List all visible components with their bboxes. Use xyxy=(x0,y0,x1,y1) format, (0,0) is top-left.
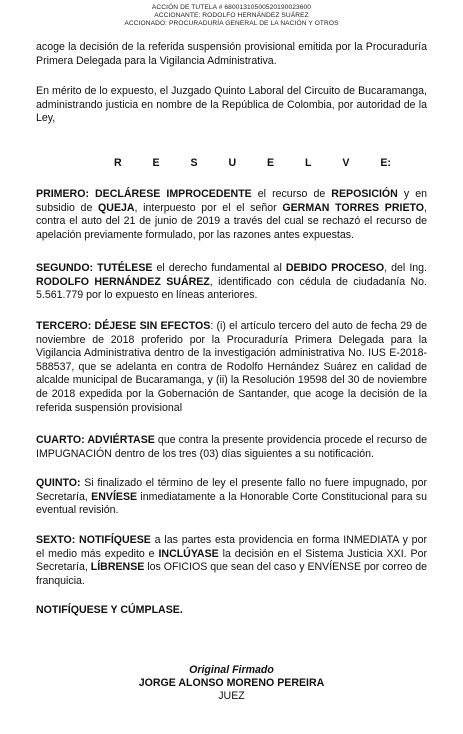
tercero-keyword: TERCERO: DÉJESE SIN EFECTOS xyxy=(36,320,211,332)
tercero-paragraph: TERCERO: DÉJESE SIN EFECTOS: (i) el artículo tercero del auto de fecha 29 de noviembre de 2018 proferido por la Procuraduría Primera Delegada para la Vigilancia Administrativa dentro de la investigación administrativa No. IUS E-2018-588537, que se adelanta en contra de Rodolfo Hernández Suárez en calidad de alcalde municipal de Bucaramanga, y (ii) la Resolución 19598 del 30 de noviembre de 2018 expedida por la Gobernación de Santander, que acoge la decisión de la referida suspensión provisional xyxy=(36,320,427,414)
resuelve-letter: E xyxy=(267,157,275,169)
intro-paragraph-2: En mérito de lo expuesto, el Juzgado Quinto Laboral del Circuito de Bucaramanga, administrando justicia en nombre de la República de Colombia, por autoridad de la Ley, xyxy=(36,85,427,125)
quinto-paragraph: QUINTO: Si finalizado el término de ley el presente fallo no fuere impugnado, por Secretaría, ENVÍESE inmediatamente a la Honorable Corte Constitucional para su eventual revisión. xyxy=(36,477,427,517)
sexto-keyword: SEXTO: NOTIFÍQUESE xyxy=(36,534,151,546)
resuelve-letter: U xyxy=(228,157,237,169)
primero-paragraph: PRIMERO: DECLÁRESE IMPROCEDENTE el recurso de REPOSICIÓN y en subsidio de QUEJA, interpuesto por el el señor GERMAN TORRES PRIETO, contra el auto del 21 de junio de 2019 a través del cual se rechazó el recurso de apelación previamente formulado, por las razones antes expuestas. xyxy=(36,188,427,241)
closing-statement: NOTIFÍQUESE Y CÚMPLASE. xyxy=(36,604,183,616)
defendant: ACCIONADO: PROCURADURÍA GENERAL DE LA NACIÓN Y OTROS xyxy=(124,20,339,28)
cuarto-keyword: CUARTO: ADVIÉRTASE xyxy=(36,434,155,446)
judge-role: JUEZ xyxy=(218,690,245,702)
case-number: ACCIÓN DE TUTELA # 68001310500520190023600 xyxy=(151,4,312,11)
resuelve-letter: L xyxy=(305,157,312,169)
resuelve-letter: R xyxy=(114,157,122,169)
resuelve-heading xyxy=(36,157,427,171)
segundo-keyword: SEGUNDO: TUTÉLESE xyxy=(36,262,153,274)
resuelve-letter: E: xyxy=(380,157,391,169)
resuelve-letter: V xyxy=(342,157,350,169)
resuelve-letter: E xyxy=(152,157,160,169)
signature-original-firmado: Original Firmado xyxy=(189,664,274,676)
plaintiff: ACCIONANTE: RODOLFO HERNÁNDEZ SUÁREZ xyxy=(154,12,309,20)
judge-name: JORGE ALONSO MORENO PEREIRA xyxy=(138,677,325,689)
sexto-paragraph: SEXTO: NOTIFÍQUESE a las partes esta providencia en forma INMEDIATA y por el medio más expedito e INCLÚYASE la decisión en el Sistema Justicia XXI. Por Secretaría, LÍBRENSE los OFICIOS que sean del caso y ENVÍENSE por correo de franquicia. xyxy=(36,534,427,587)
case-header xyxy=(0,4,463,29)
quinto-keyword: QUINTO: xyxy=(36,477,81,489)
segundo-paragraph: SEGUNDO: TUTÉLESE el derecho fundamental al DEBIDO PROCESO, del Ing. RODOLFO HERNÁNDEZ SUÁREZ, identificado con cédula de ciudadanía No. 5.561.779 por lo expuesto en líneas anteriores. xyxy=(36,262,427,302)
primero-keyword: PRIMERO: DECLÁRESE IMPROCEDENTE xyxy=(36,188,252,200)
intro-paragraph-1: acoge la decisión de la referida suspensión provisional emitida por la Procuraduría Primera Delegada para la Vigilancia Administrativa. xyxy=(36,41,427,67)
cuarto-paragraph: CUARTO: ADVIÉRTASE que contra la presente providencia procede el recurso de IMPUGNACIÓN dentro de los tres (03) días siguientes a su notificación. xyxy=(36,434,427,460)
resuelve-letter: S xyxy=(190,157,198,169)
